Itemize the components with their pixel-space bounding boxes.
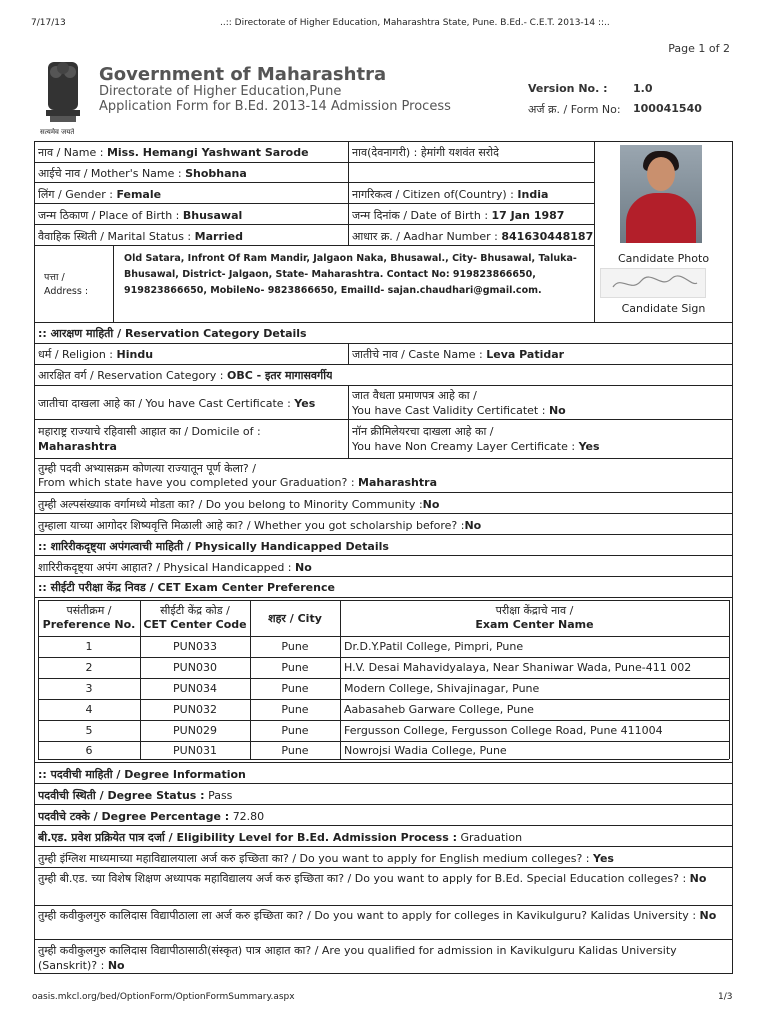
name-devanagari-field: नाव(देवनागरी) : हेमांगी यशवंत सरोदे bbox=[352, 146, 499, 159]
table-cell-code: PUN032 bbox=[173, 703, 217, 716]
table-cell-pref: 4 bbox=[85, 703, 93, 716]
address-value: Old Satara, Infront Of Ram Mandir, Jalgaon Naka, Bhusawal., City- Bhusawal, Taluka- Bhusawal, District- Jalgaon, State- Maharashtra. Contact No: 919823866650, 919823866650, MobileNo- 9823866650, EmailId- sajan.chaudhari@gmail.com. bbox=[124, 253, 577, 296]
minority-field: तुम्ही अल्पसंख्याक वर्गामध्ये मोडता का? / Do you belong to Minority Community :No bbox=[38, 498, 440, 511]
table-cell-code: PUN034 bbox=[173, 682, 217, 695]
validity-label: जात वैधता प्रमाणपत्र आहे का / bbox=[352, 389, 477, 402]
table-cell-center-name: Aabasaheb Garware College, Pune bbox=[344, 703, 534, 716]
photo-caption: Candidate Photo bbox=[617, 252, 710, 265]
sanskrit-field: तुम्ही कवीकुलगुरु कालिदास विद्यापीठासाठी(संस्कृत) पात्र आहात का? / Are you qualified for admission in Kavikulguru Kalidas University (Sanskrit)? : No bbox=[38, 944, 677, 972]
table-cell-code: PUN031 bbox=[173, 744, 217, 757]
table-cell-city: Pune bbox=[281, 703, 309, 716]
print-title: ..:: Directorate of Higher Education, Maharashtra State, Pune. B.Ed.- C.E.T. 2013-14 ::.. bbox=[220, 18, 610, 28]
table-cell-pref: 6 bbox=[85, 744, 93, 757]
table-cell-center-name: H.V. Desai Mahavidyalaya, Near Shaniwar Wada, Pune-411 002 bbox=[344, 661, 692, 674]
version-value: 1.0 bbox=[633, 82, 653, 95]
form-number-label: अर्ज क्र. / Form No: bbox=[528, 103, 621, 116]
handicap-heading: :: शारिरीकदृष्ट्या अपंगत्वाची माहिती / Physically Handicapped Details bbox=[38, 540, 389, 553]
table-cell-city: Pune bbox=[281, 682, 309, 695]
col-center-name-head: परीक्षा केंद्राचे नाव / Exam Center Name bbox=[475, 604, 594, 631]
table-cell-center-name: Nowrojsi Wadia College, Pune bbox=[344, 744, 507, 757]
table-cell-code: PUN029 bbox=[173, 724, 217, 737]
citizen-field: नागरिकत्व / Citizen of(Country) : India bbox=[352, 188, 549, 201]
aadhar-field: आधार क्र. / Aadhar Number : 841630448187 bbox=[352, 230, 594, 243]
birthplace-field: जन्म ठिकाण / Place of Birth : Bhusawal bbox=[38, 209, 243, 222]
candidate-photo bbox=[620, 145, 702, 243]
address-label-en: Address : bbox=[44, 286, 89, 297]
mother-name-field: आईचे नाव / Mother's Name : Shobhana bbox=[38, 167, 247, 180]
kavikulguru-field: तुम्ही कवीकुलगुरु कालिदास विद्यापीठाला ला अर्ज करु इच्छिता का? / Do you want to apply for colleges in Kavikulguru? Kalidas University : No bbox=[38, 909, 717, 922]
english-medium-field: तुम्ही इंग्लिश माध्यमाच्या महाविद्यालयाला अर्ज करु इच्छिता का? / Do you want to apply for English medium colleges? : Yes bbox=[38, 852, 614, 865]
page-indicator: Page 1 of 2 bbox=[668, 42, 730, 55]
creamy-layer-field: You have Non Creamy Layer Certificate : Yes bbox=[352, 440, 600, 453]
table-cell-pref: 2 bbox=[85, 661, 93, 674]
print-date: 7/17/13 bbox=[31, 18, 66, 28]
graduation-state-label: तुम्ही पदवी अभ्यासक्रम कोणत्या राज्यातून पूर्ण केला? / bbox=[38, 462, 256, 475]
candidate-signature bbox=[600, 268, 706, 298]
scholarship-field: तुम्हाला याच्या आगोदर शिष्यवृत्ति मिळाली आहे का? / Whether you got scholarship before? :No bbox=[38, 519, 482, 532]
marital-status-field: वैवाहिक स्थिती / Marital Status : Married bbox=[38, 230, 243, 243]
footer-page: 1/3 bbox=[718, 992, 733, 1002]
application-title: Application Form for B.Ed. 2013-14 Admission Process bbox=[99, 99, 451, 114]
sign-caption: Candidate Sign bbox=[621, 302, 706, 315]
government-title: Government of Maharashtra bbox=[99, 64, 387, 85]
table-cell-center-name: Fergusson College, Fergusson College Road, Pune 411004 bbox=[344, 724, 663, 737]
dob-field: जन्म दिनांक / Date of Birth : 17 Jan 1987 bbox=[352, 209, 565, 222]
domicile-label: महाराष्ट्र राज्याचे रहिवासी आहात का / Domicile of : bbox=[38, 425, 261, 438]
degree-status-field: पदवीची स्थिती / Degree Status : Pass bbox=[38, 789, 233, 802]
table-cell-center-name: Modern College, Shivajinagar, Pune bbox=[344, 682, 540, 695]
validity-field: You have Cast Validity Certificatet : No bbox=[352, 404, 566, 417]
col-city-head: शहर / City bbox=[268, 612, 322, 625]
table-cell-city: Pune bbox=[281, 724, 309, 737]
cast-certificate-field: जातीचा दाखला आहे का / You have Cast Certificate : Yes bbox=[38, 397, 316, 410]
department-name: Directorate of Higher Education,Pune bbox=[99, 84, 342, 99]
degree-percentage-field: पदवीचे टक्के / Degree Percentage : 72.80 bbox=[38, 810, 265, 823]
col-preference-head: पसंतीक्रम / Preference No. bbox=[42, 604, 136, 631]
category-field: आरक्षित वर्ग / Reservation Category : OBC - इतर मागासवर्गीय bbox=[38, 369, 333, 382]
emblem-motto: सत्यमेव जयते bbox=[40, 128, 75, 136]
degree-heading: :: पदवीची माहिती / Degree Information bbox=[38, 768, 246, 781]
name-field: नाव / Name : Miss. Hemangi Yashwant Sarode bbox=[38, 146, 309, 159]
version-label: Version No. : bbox=[528, 82, 608, 95]
form-number-value: 100041540 bbox=[633, 102, 702, 115]
table-cell-pref: 1 bbox=[85, 640, 93, 653]
table-cell-city: Pune bbox=[281, 744, 309, 757]
table-cell-center-name: Dr.D.Y.Patil College, Pimpri, Pune bbox=[344, 640, 524, 653]
state-emblem-icon bbox=[36, 58, 90, 138]
col-code-head: सीईटी केंद्र कोड / CET Center Code bbox=[143, 604, 247, 631]
table-cell-pref: 5 bbox=[85, 724, 93, 737]
special-education-field: तुम्ही बी.एड. च्या विशेष शिक्षण अध्यापक महाविद्यालय अर्ज करु इच्छिता का? / Do you want to apply for B.Ed. Special Education colleges? : No bbox=[38, 872, 707, 885]
creamy-layer-label: नॉन क्रीमिलेयरचा दाखला आहे का / bbox=[352, 425, 494, 438]
table-cell-city: Pune bbox=[281, 661, 309, 674]
table-cell-code: PUN033 bbox=[173, 640, 217, 653]
graduation-state-field: From which state have you completed your Graduation? : Maharashtra bbox=[38, 476, 437, 489]
religion-field: धर्म / Religion : Hindu bbox=[38, 348, 154, 361]
gender-field: लिंग / Gender : Female bbox=[38, 188, 162, 201]
address-label: पत्ता / bbox=[44, 272, 65, 283]
caste-field: जातीचे नाव / Caste Name : Leva Patidar bbox=[352, 348, 565, 361]
table-cell-code: PUN030 bbox=[173, 661, 217, 674]
eligibility-field: बी.एड. प्रवेश प्रक्रियेत पात्र दर्जा / Eligibility Level for B.Ed. Admission Process : Graduation bbox=[38, 831, 523, 844]
handicap-field: शारिरीकदृष्ट्या अपंग आहात? / Physical Handicapped : No bbox=[38, 561, 312, 574]
footer-url: oasis.mkcl.org/bed/OptionForm/OptionFormSummary.aspx bbox=[32, 992, 295, 1002]
domicile-value: Maharashtra bbox=[38, 440, 117, 453]
table-cell-pref: 3 bbox=[85, 682, 93, 695]
table-cell-city: Pune bbox=[281, 640, 309, 653]
cet-heading: :: सीईटी परीक्षा केंद्र निवड / CET Exam Center Preference bbox=[38, 581, 335, 594]
reservation-heading: :: आरक्षण माहिती / Reservation Category Details bbox=[38, 327, 307, 340]
